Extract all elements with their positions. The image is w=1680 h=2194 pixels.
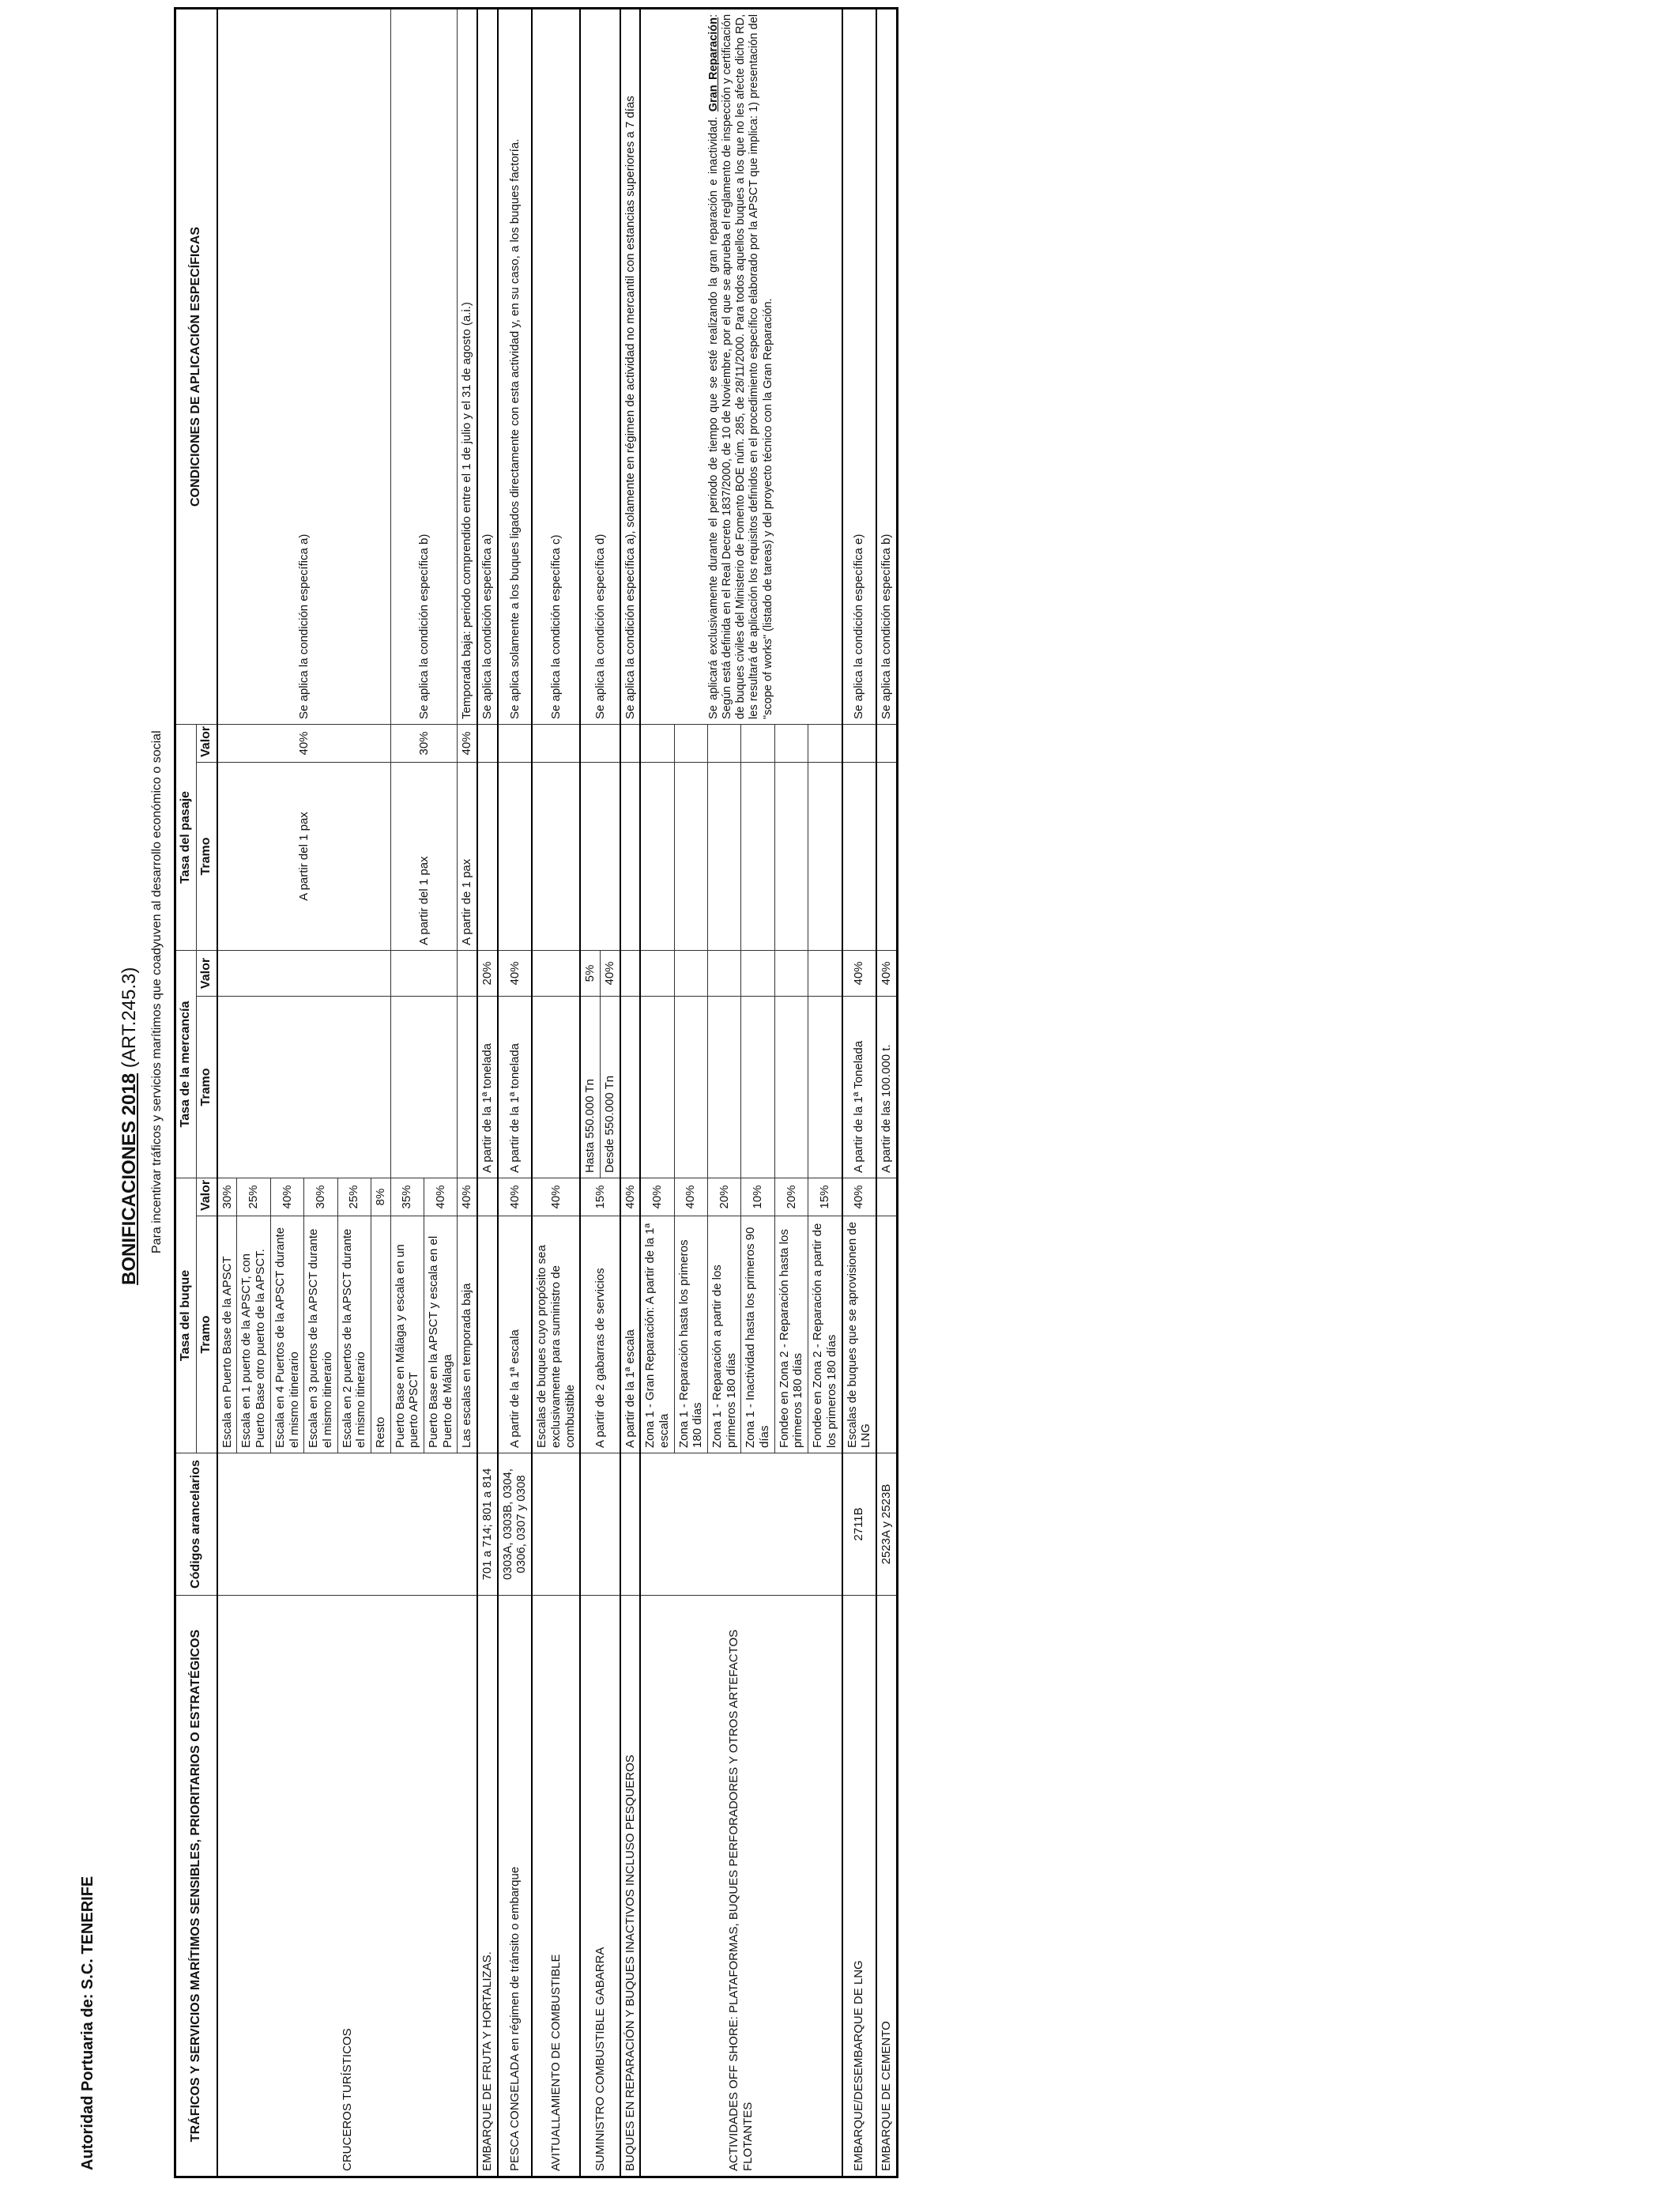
pasaje-valor-cell: 40% xyxy=(458,724,477,762)
buque-valor-cell: 40% xyxy=(424,1178,458,1216)
merc-valor-cell xyxy=(620,950,641,996)
buque-tramo-cell: Escala en Puerto Base de la APSCT xyxy=(217,1216,237,1453)
pasaje-tramo-cell xyxy=(640,762,674,950)
buque-valor-cell: 40% xyxy=(674,1178,707,1216)
merc-tramo-cell: Hasta 550.000 Tn xyxy=(580,997,600,1178)
authority-label: Autoridad Portuaria de: S.C. TENERIFE xyxy=(79,1875,96,2170)
table-row xyxy=(532,8,580,2177)
buque-tramo-cell: Zona 1 - Gran Reparación: A partir de la 1ª escala xyxy=(640,1216,674,1453)
page-subtitle: Para incentivar tráficos y servicios marítimos que coadyuven al desarrollo económico o social xyxy=(150,730,164,1253)
buque-valor-cell: 20% xyxy=(708,1178,741,1216)
header-condiciones: CONDICIONES DE APLICACIÓN ESPECÍFICAS xyxy=(175,8,217,724)
buque-tramo-cell: Escala en 2 puertos de la APSCT durante el mismo itinerario xyxy=(337,1216,371,1453)
header-codigos: Códigos arancelarios xyxy=(175,1453,217,1596)
condicion-cell: Se aplica la condición específica d) xyxy=(580,8,620,724)
buque-tramo-cell: Escala en 3 puertos de la APSCT durante el mismo itinerario xyxy=(304,1216,337,1453)
condicion-cell: Temporada baja: periodo comprendido entre el 1 de julio y el 31 de agosto (a.i.) xyxy=(458,8,477,724)
pasaje-valor-cell xyxy=(498,724,532,762)
buque-tramo-cell: Zona 1 - Reparación a partir de los primeros 180 días xyxy=(708,1216,741,1453)
buque-tramo-cell: Escalas de buques que se aprovisionen de LNG xyxy=(842,1216,876,1453)
buque-tramo-cell: Zona 1 - Reparación hasta los primeros 180 días xyxy=(674,1216,707,1453)
buque-valor-cell: 35% xyxy=(390,1178,424,1216)
merc-tramo-cell xyxy=(458,997,477,1178)
buque-tramo-cell: A partir de la 1ª escala xyxy=(620,1216,641,1453)
buque-tramo-cell: A partir de la 1ª escala xyxy=(498,1216,532,1453)
merc-valor-cell xyxy=(390,950,458,996)
codigo-cell xyxy=(640,1453,842,1596)
buque-tramo-cell xyxy=(477,1216,498,1453)
merc-valor-cell xyxy=(532,950,580,996)
merc-tramo-cell: Desde 550.000 Tn xyxy=(600,997,620,1178)
condicion-cell: Se aplica la condición específica a) xyxy=(477,8,498,724)
table-row xyxy=(876,8,897,2177)
merc-valor-cell xyxy=(640,950,674,996)
pasaje-tramo-cell: A partir del 1 pax xyxy=(390,762,458,950)
merc-valor-cell: 40% xyxy=(498,950,532,996)
merc-valor-cell: 40% xyxy=(600,950,620,996)
merc-tramo-cell xyxy=(217,997,390,1178)
codigo-cell: 2523A y 2523B xyxy=(876,1453,897,1596)
pasaje-valor-cell xyxy=(640,724,674,762)
buque-valor-cell: 20% xyxy=(774,1178,808,1216)
merc-valor-cell: 40% xyxy=(842,950,876,996)
table-row xyxy=(620,8,641,2177)
codigo-cell xyxy=(217,1453,477,1596)
condicion-cell: Se aplica la condición específica a) xyxy=(217,8,390,724)
buque-valor-cell: 40% xyxy=(458,1178,477,1216)
table-row xyxy=(580,8,600,2177)
pasaje-valor-cell xyxy=(842,724,876,762)
trafico-cell: PESCA CONGELADA en régimen de tránsito o embarque xyxy=(498,1596,532,2177)
merc-valor-cell xyxy=(217,950,390,996)
buque-valor-cell xyxy=(876,1178,897,1216)
buque-tramo-cell: Las escalas en temporada baja xyxy=(458,1216,477,1453)
pasaje-tramo-cell xyxy=(477,762,498,950)
pasaje-tramo-cell xyxy=(842,762,876,950)
merc-valor-cell: 5% xyxy=(580,950,600,996)
merc-valor-cell: 40% xyxy=(876,950,897,996)
buque-tramo-cell: Escala en 1 puerto de la APSCT, con Puerto Base otro puerto de la APSCT. xyxy=(237,1216,270,1453)
pasaje-valor-cell: 40% xyxy=(217,724,390,762)
buque-valor-cell: 40% xyxy=(270,1178,303,1216)
merc-tramo-cell: A partir de la 1ª Tonelada xyxy=(842,997,876,1178)
buque-tramo-cell: Zona 1 - Inactividad hasta los primeros 90 días xyxy=(741,1216,774,1453)
codigo-cell: 2711B xyxy=(842,1453,876,1596)
condicion-cell: Se aplica la condición específica a), solamente en régimen de actividad no mercantil con estancias superiores a 7 días xyxy=(620,8,641,724)
condicion-cell: Se aplica la condición específica e) xyxy=(842,8,876,724)
buque-valor-cell: 40% xyxy=(532,1178,580,1216)
buque-tramo-cell: Escalas de buques cuyo propósito sea exclusivamente para suministro de combustible xyxy=(532,1216,580,1453)
buque-valor-cell: 8% xyxy=(371,1178,390,1216)
condicion-cell: Se aplica solamente a los buques ligados directamente con esta actividad y, en su caso, a los buques factoría. xyxy=(498,8,532,724)
pasaje-tramo-cell xyxy=(620,762,641,950)
buque-valor-cell: 30% xyxy=(304,1178,337,1216)
header-tasa-pasaje: Tasa del pasaje xyxy=(175,724,197,950)
buque-tramo-cell: Puerto Base en la APSCT y escala en el Puerto de Málaga xyxy=(424,1216,458,1453)
merc-valor-cell xyxy=(458,950,477,996)
buque-valor-cell: 40% xyxy=(620,1178,641,1216)
header-valor: Valor xyxy=(196,1178,217,1216)
header-valor: Valor xyxy=(196,950,217,996)
codigo-cell: 0303A, 0303B, 0304, 0306, 0307 y 0308 xyxy=(498,1453,532,1596)
table-row xyxy=(640,8,674,2177)
pasaje-tramo-cell: A partir del 1 pax xyxy=(217,762,390,950)
codigo-cell xyxy=(580,1453,620,1596)
pasaje-valor-cell xyxy=(620,724,641,762)
condicion-cell: Se aplica la condición específica b) xyxy=(876,8,897,724)
buque-tramo-cell: A partir de 2 gabarras de servicios xyxy=(580,1216,620,1453)
merc-tramo-cell xyxy=(532,997,580,1178)
merc-tramo-cell xyxy=(620,997,641,1178)
buque-tramo-cell: Fondeo en Zona 2 - Reparación a partir de los primeros 180 días xyxy=(808,1216,842,1453)
buque-tramo-cell: Escala en 4 Puertos de la APSCT durante el mismo itinerario xyxy=(270,1216,303,1453)
buque-valor-cell: 40% xyxy=(640,1178,674,1216)
pasaje-valor-cell: 30% xyxy=(390,724,458,762)
table-row xyxy=(498,8,532,2177)
trafico-cell: BUQUES EN REPARACIÓN Y BUQUES INACTIVOS INCLUSO PESQUEROS xyxy=(620,1596,641,2177)
trafico-cell: CRUCEROS TURÍSTICOS xyxy=(217,1596,477,2177)
page-title: BONIFICACIONES 2018 (ART.245.3) xyxy=(119,967,140,1285)
codigo-cell: 701 a 714; 801 a 814 xyxy=(477,1453,498,1596)
codigo-cell xyxy=(532,1453,580,1596)
buque-valor-cell: 25% xyxy=(237,1178,270,1216)
pasaje-tramo-cell xyxy=(580,762,620,950)
trafico-cell: ACTIVIDADES OFF SHORE: PLATAFORMAS, BUQUES PERFORADORES Y OTROS ARTEFACTOS FLOTANTES xyxy=(640,1596,842,2177)
table-row xyxy=(842,8,876,2177)
pasaje-tramo-cell: A partir de 1 pax xyxy=(458,762,477,950)
trafico-cell: EMBARQUE DE CEMENTO xyxy=(876,1596,897,2177)
buque-valor-cell xyxy=(477,1178,498,1216)
buque-valor-cell: 40% xyxy=(498,1178,532,1216)
pasaje-valor-cell xyxy=(532,724,580,762)
buque-valor-cell: 25% xyxy=(337,1178,371,1216)
buque-valor-cell: 30% xyxy=(217,1178,237,1216)
table-row xyxy=(217,8,237,2177)
header-valor: Valor xyxy=(196,724,217,762)
buque-valor-cell: 10% xyxy=(741,1178,774,1216)
merc-valor-cell: 20% xyxy=(477,950,498,996)
merc-tramo-cell: A partir de la 1ª tonelada xyxy=(477,997,498,1178)
merc-tramo-cell: A partir de las 100.000 t. xyxy=(876,997,897,1178)
pasaje-valor-cell xyxy=(580,724,620,762)
buque-tramo-cell xyxy=(876,1216,897,1453)
trafico-cell: EMBARQUE/DESEMBARQUE DE LNG xyxy=(842,1596,876,2177)
table-row xyxy=(477,8,498,2177)
pasaje-valor-cell xyxy=(876,724,897,762)
condicion-cell: Se aplica la condición específica c) xyxy=(532,8,580,724)
buque-valor-cell: 15% xyxy=(580,1178,620,1216)
condicion-cell: Se aplica la condición específica b) xyxy=(390,8,458,724)
condicion-cell: Se aplicará exclusivamente durante el periodo de tiempo que se esté realizando la gran reparación e inactividad. Gran Reparación: Según está definida en el Real Decreto 1837/2000, de 10 de Noviembre, por el que se aprueba el reglamento de inspección y certificación de buques civiles del Ministerio de Fomento BOE núm. 285, de 28/11/2000. Para todos aquellos buques a los que no les afecte dicho RD, les resultará de aplicación los requisitos definidos en el procedimiento específico elaborado por la APSCT que implica: 1) presentación del "scope of works" (listado de tareas) y del proyecto técnico con la Gran Reparación. xyxy=(640,8,842,724)
bonificaciones-table xyxy=(174,7,898,2178)
trafico-cell: EMBARQUE DE FRUTA Y HORTALIZAS. xyxy=(477,1596,498,2177)
buque-valor-cell: 40% xyxy=(842,1178,876,1216)
header-tramo: Tramo xyxy=(196,997,217,1178)
header-traficos: TRÁFICOS Y SERVICIOS MARÍTIMOS SENSIBLES, PRIORITARIOS O ESTRATÉGICOS xyxy=(175,1596,217,2177)
header-tramo: Tramo xyxy=(196,762,217,950)
buque-tramo-cell: Puerto Base en Málaga y escala en un puerto APSCT xyxy=(390,1216,424,1453)
trafico-cell: AVITUALLAMIENTO DE COMBUSTIBLE xyxy=(532,1596,580,2177)
codigo-cell xyxy=(620,1453,641,1596)
pasaje-tramo-cell xyxy=(498,762,532,950)
trafico-cell: SUMINISTRO COMBUSTIBLE GABARRA xyxy=(580,1596,620,2177)
merc-tramo-cell: A partir de la 1ª tonelada xyxy=(498,997,532,1178)
buque-tramo-cell: Resto xyxy=(371,1216,390,1453)
pasaje-tramo-cell xyxy=(876,762,897,950)
merc-tramo-cell xyxy=(640,997,674,1178)
header-tasa-buque: Tasa del buque xyxy=(175,1178,197,1453)
pasaje-valor-cell xyxy=(477,724,498,762)
pasaje-tramo-cell xyxy=(532,762,580,950)
header-tasa-mercancia: Tasa de la mercancía xyxy=(175,950,197,1178)
merc-tramo-cell xyxy=(390,997,458,1178)
buque-tramo-cell: Fondeo en Zona 2 - Reparación hasta los primeros 180 días xyxy=(774,1216,808,1453)
header-tramo: Tramo xyxy=(196,1216,217,1453)
buque-valor-cell: 15% xyxy=(808,1178,842,1216)
